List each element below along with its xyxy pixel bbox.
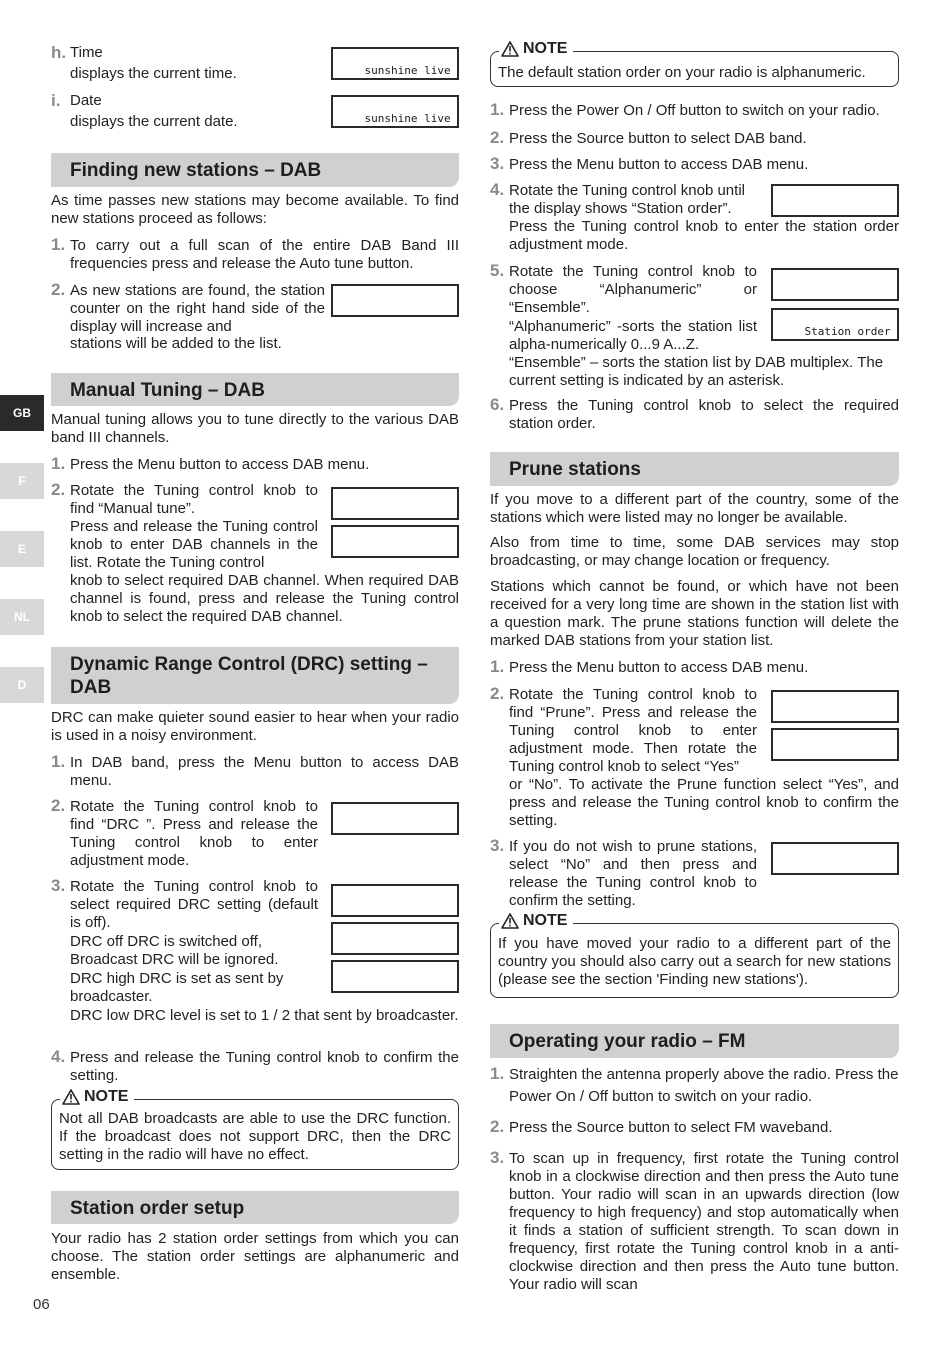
step-number: 2.	[51, 480, 66, 499]
lcd-title	[778, 873, 892, 875]
step-text: If you do not wish to prune stations, select “No” and then press and release the Tuning control knob to confirm the setting.	[509, 838, 757, 909]
step-text: In DAB band, press the Menu button to access DAB menu.	[70, 754, 459, 789]
note-label: NOTE	[523, 912, 568, 929]
section-heading-station-order-setup: Station order setup	[51, 1191, 459, 1224]
step-text: or “No”. To activate the Prune function select “Yes”, and press and release the Tuning control knob to confirm the setting.	[509, 776, 899, 829]
step-text: Press the Power On / Off button to switch on your radio.	[509, 102, 880, 119]
current-setting-asterisk	[445, 915, 452, 917]
finding-step-1	[51, 237, 459, 273]
section-heading-prune-stations: Prune stations	[490, 452, 899, 486]
step-text: Press the Menu button to access DAB menu.	[509, 659, 809, 676]
time-item	[51, 44, 321, 83]
time-label: Time	[70, 44, 103, 61]
drc-step-4	[51, 1049, 459, 1085]
order-step-6	[490, 397, 899, 433]
step-text: To carry out a full scan of the entire DAB Band III frequencies press and release the Auto tune button.	[70, 237, 459, 272]
step-text: Press and release the Tuning control knob to confirm the setting.	[70, 1049, 459, 1084]
section-heading-finding-new-stations: Finding new stations – DAB	[51, 153, 459, 187]
step-number: 5.	[490, 261, 505, 280]
step-number: 4.	[51, 1047, 66, 1066]
lcd-title	[338, 518, 452, 520]
section-heading-manual-tuning: Manual Tuning – DAB	[51, 373, 459, 406]
step-number: 1.	[490, 657, 505, 676]
drc-intro: DRC can make quieter sound easier to hear when your radio is used in a noisy environment.	[51, 709, 459, 744]
order-step-3	[490, 156, 899, 174]
prune-paragraph-2: Also from time to time, some DAB services may stop broadcasting, or may change location or frequency.	[490, 534, 899, 569]
step-text: Press the Menu button to access DAB menu.	[70, 456, 370, 473]
step-text: DRC off DRC is switched off, Broadcast DRC will be ignored.	[70, 933, 279, 968]
step-text: Press and release the Tuning control knob to enter DAB channels in the list. Rotate the Tuning control	[70, 518, 318, 571]
section-heading-operating-fm: Operating your radio – FM	[490, 1024, 899, 1058]
step-text: Press the Menu button to access DAB menu.	[509, 156, 809, 173]
drc-step-1	[51, 754, 459, 790]
date-item	[51, 92, 321, 131]
order-step-1	[490, 102, 899, 120]
step-text: Rotate the Tuning control knob to choose “Alphanumeric” or “Ensemble”.	[509, 263, 757, 316]
step-number: 1.	[490, 1064, 505, 1083]
note-text: The default station order on your radio is alphanumeric.	[498, 64, 866, 81]
step-number: 3.	[490, 1148, 505, 1167]
step-text: To scan up in frequency, first rotate the Tuning control knob in a clockwise direction and then press the Auto tune button. Your radio will scan in an upwards direction (low frequency to high frequency) and stop automatically when it finds a station of sufficient strength. To scan down in frequency, first rotate the Tuning control knob in a anti-clockwise direction and then press the Auto tune button. Your radio will scan	[509, 1150, 899, 1293]
lcd-title	[390, 915, 410, 917]
step-text: “Ensemble” – sorts the station list by DAB multiplex. The current setting is indicated by an asterisk.	[509, 354, 884, 389]
step-number: 3.	[51, 876, 66, 895]
station-order-intro: Your radio has 2 station order settings from which you can choose. The station order settings are alphanumeric and ensemble.	[51, 1230, 459, 1283]
step-number: 4.	[490, 180, 505, 199]
step-number: 1.	[490, 100, 505, 119]
manual-intro: Manual tuning allows you to tune directly to the various DAB band III channels.	[51, 411, 459, 446]
lcd-title	[778, 759, 892, 761]
lcd-scanning-display	[331, 284, 459, 317]
date-label: Date	[70, 92, 102, 109]
manual-step-2-end: knob to select required DAB channel. When required DAB channel is found, press and release the Tuning control knob to select the required DAB channel.	[70, 572, 459, 625]
step-number: 3.	[490, 836, 505, 855]
note-title	[499, 912, 573, 930]
lcd-title	[778, 299, 864, 301]
finding-step-2-end: stations will be added to the list.	[70, 335, 282, 352]
lcd-date-display	[331, 95, 459, 128]
note-title	[60, 1088, 134, 1106]
fm-step-1	[490, 1064, 899, 1108]
step-number: 1.	[51, 454, 66, 473]
step-text: Press the Source button to select FM waveband.	[509, 1119, 833, 1136]
lcd-ensemble-display	[771, 308, 899, 341]
step-number: 2.	[490, 128, 505, 147]
note-label: NOTE	[523, 40, 568, 57]
lcd-prune-menu-display	[771, 690, 899, 723]
note-text: Not all DAB broadcasts are able to use the DRC function. If the broadcast does not support DRC, then the DRC setting in the radio will have no effect.	[59, 1110, 451, 1163]
language-tab-f[interactable]: F	[0, 463, 44, 499]
lcd-prune-no-display	[771, 842, 899, 875]
language-tab-gb[interactable]: GB	[0, 395, 44, 431]
prune-note-box	[490, 912, 899, 998]
step-text: Rotate the Tuning control knob to find “Manual tune”.	[70, 482, 318, 517]
lcd-channel-display	[331, 525, 459, 558]
step-text: Rotate the Tuning control knob to find “Prune”. Press and release the Tuning control knob to enter adjustment mode. Then rotate the Tuning control knob to select “Yes”	[509, 686, 757, 775]
item-letter: i.	[51, 91, 61, 110]
lcd-line	[338, 315, 411, 317]
step-text: Rotate the Tuning control knob until the display shows “Station order”.	[509, 182, 745, 217]
finding-intro: As time passes new stations may become available. To find new stations proceed as follows:	[51, 192, 459, 227]
warning-icon	[501, 41, 519, 57]
page-number: 06	[33, 1296, 50, 1313]
lcd-prune-yes-display	[771, 728, 899, 761]
lcd-title	[778, 215, 892, 217]
prune-step-1	[490, 659, 899, 677]
step-text: DRC low DRC level is set to 1 / 2 that sent by broadcaster.	[70, 1007, 459, 1024]
note-label: NOTE	[84, 1088, 129, 1105]
prune-paragraph-3: Stations which cannot be found, or which have not been received for a very long time are shown in the station list with a question mark. The prune stations function will delete the marked DAB stations from your station list.	[490, 578, 899, 649]
step-text: Rotate the Tuning control knob to find “DRC ”. Press and release the Tuning control knob to enter adjustment mode.	[70, 798, 318, 869]
default-order-note-box	[490, 40, 899, 87]
order-step-2	[490, 130, 899, 148]
lcd-title	[338, 833, 452, 835]
prune-paragraph-1: If you move to a different part of the country, some of the stations which were listed may no longer be available.	[490, 491, 899, 526]
step-text: Straighten the antenna properly above the radio. Press the Power On / Off button to switch on your radio.	[509, 1066, 899, 1105]
lcd-line: sunshine live	[364, 64, 451, 77]
step-text: Press the Tuning control knob to enter the station order adjustment mode.	[509, 218, 899, 253]
manual-step-1	[51, 456, 459, 474]
lcd-title	[778, 721, 892, 723]
step-number: 6.	[490, 395, 505, 414]
warning-icon	[62, 1089, 80, 1105]
language-tab-nl[interactable]: NL	[0, 599, 44, 635]
lcd-line: sunshine live	[364, 112, 451, 125]
lcd-drc-off-display	[331, 884, 459, 917]
lcd-station-order-display	[771, 184, 899, 217]
note-title	[499, 40, 573, 58]
step-number: 2.	[51, 796, 66, 815]
fm-step-3	[490, 1150, 899, 1294]
current-setting-asterisk	[885, 299, 892, 301]
lcd-time-display	[331, 47, 459, 80]
step-number: 2.	[490, 1117, 505, 1136]
fm-step-2	[490, 1119, 899, 1137]
lcd-line	[338, 78, 384, 80]
step-text: Press the Source button to select DAB band.	[509, 130, 807, 147]
lcd-alphanumeric-display	[771, 268, 899, 301]
step-number: 3.	[490, 154, 505, 173]
lcd-line	[338, 126, 391, 128]
lcd-title	[338, 556, 452, 558]
lcd-title	[338, 953, 452, 955]
station-counter	[432, 315, 452, 317]
time-description: displays the current time.	[70, 65, 237, 82]
item-letter: h.	[51, 43, 67, 62]
step-number: 2.	[490, 684, 505, 703]
step-number: 1.	[51, 752, 66, 771]
lcd-manual-tune-display	[331, 487, 459, 520]
lcd-drc-menu-display	[331, 802, 459, 835]
lcd-title	[338, 991, 452, 993]
lcd-drc-low-display	[331, 960, 459, 993]
step-text: DRC high DRC is set as sent by broadcaster.	[70, 970, 284, 1005]
language-tab-e[interactable]: E	[0, 531, 44, 567]
step-number: 1.	[51, 235, 66, 254]
date-description: displays the current date.	[70, 113, 238, 130]
section-heading-drc: Dynamic Range Control (DRC) setting – DAB	[51, 647, 459, 704]
drc-note-box	[51, 1088, 459, 1170]
step-text: Press the Tuning control knob to select the required station order.	[509, 397, 899, 432]
step-text: Rotate the Tuning control knob to select required DRC setting (default is off).	[70, 878, 318, 931]
note-text: If you have moved your radio to a different part of the country you should also carry out a search for new stations (please see the section 'Finding new stations').	[498, 935, 891, 988]
warning-icon	[501, 913, 519, 929]
lcd-title: Station order	[804, 325, 891, 338]
lcd-drc-high-display	[331, 922, 459, 955]
step-text: “Alphanumeric” -sorts the station list alpha-numerically 0...9 A...Z.	[509, 318, 757, 353]
step-number: 2.	[51, 280, 66, 299]
step-text: As new stations are found, the station counter on the right hand side of the display will increase and	[70, 282, 325, 335]
language-tab-d[interactable]: D	[0, 667, 44, 703]
